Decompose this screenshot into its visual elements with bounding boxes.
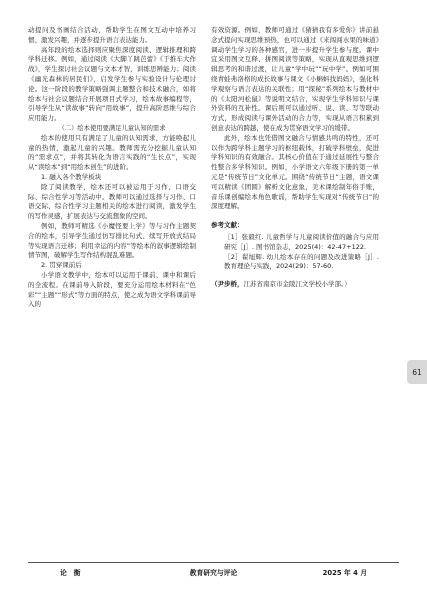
section-heading: 1. 融入各个教学板块 xyxy=(41,172,102,181)
author-note xyxy=(211,280,379,290)
reference-item: ［1］张毅红. 儿童哲学与儿童阅读价值的融合与应用研究［J］. 图书馆杂志，2025(4)：42-47+122. xyxy=(224,232,379,251)
left-column xyxy=(28,26,196,310)
paragraph: 小学语文教学中，绘本可以运用于课前、课中和课后的全流程。在课前导入阶段，要充分运用绘本材料在“色彩”“主题”“形式”等方面的特点，使之成为语文学科课前导入的 xyxy=(28,270,196,309)
paragraph: 此外，绘本也凭借图文融合与情感共鸣的特性，还可以作为跨学科主题学习的枢纽载体，打破学科壁垒，促进学科知识的有效融合。其核心价值在于通过延展性与整合性整合多学科知识。例如，小学语文六年级下册的第一单元是“传统节日”文化单元。围绕“传统节日”主题，语文课可以精读《团圆》解析文化意象，美术课绘制年俗手账，音乐课创编绘本角色歌谣，帮助学生实现对“传统节日”的深度理解。 xyxy=(211,133,379,211)
paragraph: 高年段的绘本选择则应聚焦深度阅读、逻辑推理和跨学科迁移。例如，通过阅读《大脚丫跳芭蕾》《于推车大作战》，学生探讨社会议题与文本才智，训练思辨能力；阅读《幽光森林的居民们》，启发学生参与实验设计与伦理讨论。这一阶段的教学策略强调主题整合和技术融合，如将绘本与社会议题结合开展项目式学习，绘本故事编程等，引导学生从“读故事”转向“用故事”，提升高阶思维与综合应用能力。 xyxy=(28,45,196,123)
paragraph: 绘本的使用只有满足了儿童的认知需求，方能唤起儿童的热情，激起儿童的兴趣。教师需充分挖掘儿童认知的“需求点”，并将其转化为语言实践的“生长点”，实现从“读绘本”到“用绘本创生”的进阶。 xyxy=(28,133,196,172)
author-affiliation: 江苏省南京市金陵江文学校小学部。） xyxy=(243,280,351,289)
page-number-tab: 61 xyxy=(407,360,427,384)
footer-divider xyxy=(28,562,399,563)
author-name: （尹步桥， xyxy=(211,280,244,289)
footer-journal-title: 教育研究与评论 xyxy=(189,569,238,577)
paragraph: 动提问及书画结合活动，帮助学生在图文互动中培养习惯、激发兴趣，并逐步提升语言表达能力。 xyxy=(28,26,196,44)
footer-issue-date: 2025 年 4 月 xyxy=(322,569,367,577)
section-heading: 2. 贯穿课前后 xyxy=(41,261,82,270)
right-column xyxy=(211,26,379,290)
reference-item: ［2］翟旭辉. 幼儿绘本存在的问题及改进策略［J］. 教育理论与实践，2024(29)：57-60. xyxy=(224,252,379,271)
references-title: 参考文献： xyxy=(211,221,244,230)
paragraph: 例如，教师可精选《小魔怪要上学》等与习作主题契合的绘本，引导学生通过仿写排比句式、续写开放式结局等实现语言迁移；利用幸运的内容”等绘本的叙事逻辑绘制情节图，破解学生写作结构混乱难题。 xyxy=(28,221,196,260)
footer-section-label: 论 衡 xyxy=(60,569,81,577)
paragraph: 除了阅读教学，绘本还可以被运用于习作、口语交际、综合性学习等活动中。教师可以通过选择与习作、口语交际、综合性学习主题相关的绘本进行阅读，激发学生的写作灵感，扩展表达与交流想象的空间。 xyxy=(28,182,196,221)
paragraph: 有效资源。例如，教师可通过《猜猜我有多爱你》讲前悬念式提问实现思维预热，也可以通过《来闯闯水果的味道》调动学生学习的各种感官，进一步提升学生参与度。课中宜采用图文互释、拼图阅读等策略，实现从直观思维到逻辑思考的和谐过渡，让儿童“学中玩”“玩中学”。例如可围绕青蛙弗洛格的成长故事与课文《小蝌蚪找妈妈》，强化科学观察与语言表达的关联性；用“探秘”系列绘本与教材中的《太阳河松鼠》等说明文结合，实现学生学科知识与课外资料的互补性。课后则可以通过听、说、读、写等联动方式，形成阅读与课外活动的合力等，实现从语言积累到创意表达的跨越，使在成为贯穿语文学习的缓带。 xyxy=(211,26,379,132)
section-subheading: （二）绘本使用要满足儿童认知的需求 xyxy=(58,124,166,132)
